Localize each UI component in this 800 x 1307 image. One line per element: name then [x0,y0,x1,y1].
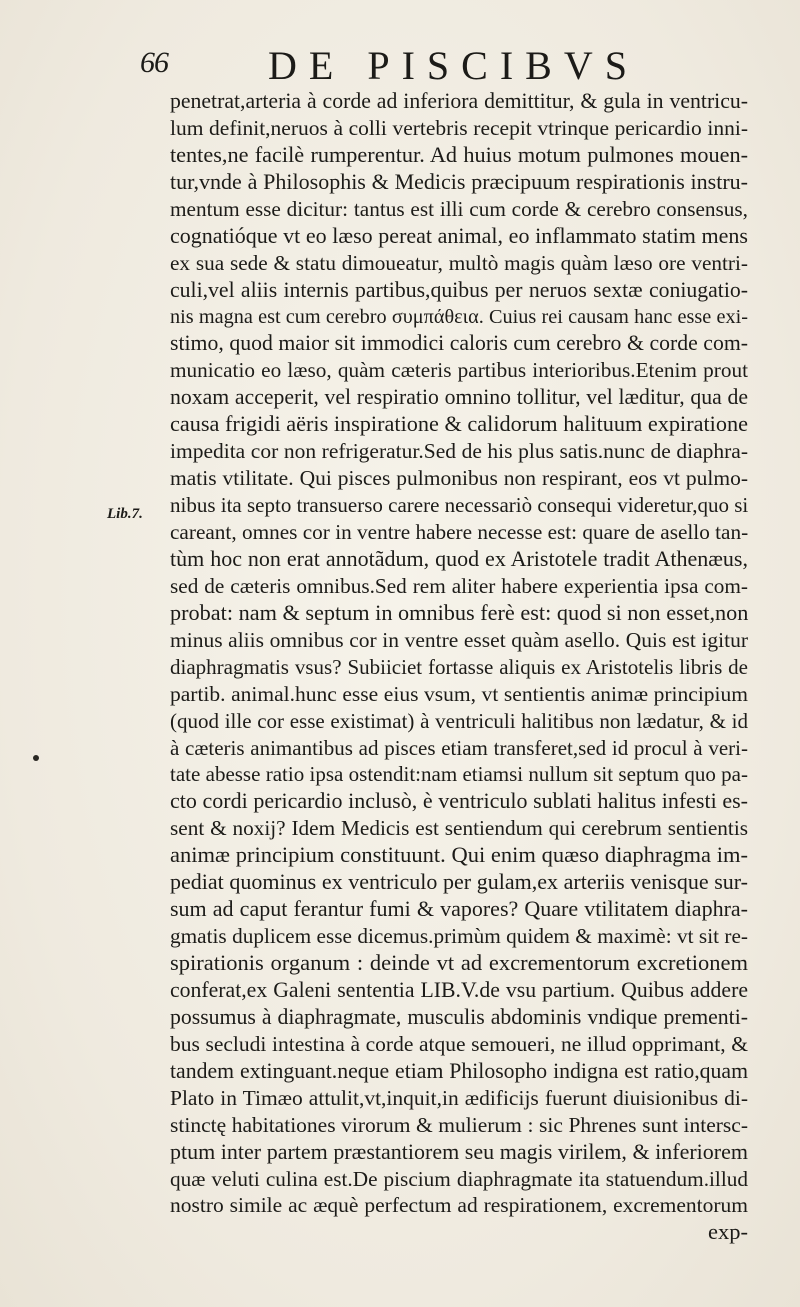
text-line: penetrat,arteria à corde ad inferiora demittitur, & gula in ventricu- [170,89,748,113]
text-line: nibus ita septo transuerso carere necessariò consequi videretur,quo si [170,493,749,518]
page-header [0,42,800,90]
text-line: Plato in Timæo attulit,vt,inquit,in ædificijs fuerunt diuisionibus di- [170,1085,748,1110]
ink-spot [33,755,39,761]
text-line: culi,vel aliis internis partibus,quibus per neruos sextæ coniugatio- [170,277,748,302]
text-line: tentes,ne facilè rumperentur. Ad huius motum pulmones mouen- [170,141,748,167]
text-line: tate abesse ratio ipsa ostendit:nam etiamsi nullum sit septum quo pa- [170,762,748,787]
text-line: pediat quominus ex ventriculo per gulam,ex arteriis venisque sur- [170,869,748,895]
running-title: DE PISCIBVS [268,43,639,88]
text-line: possumus à diaphragmate, musculis abdominis vndique prementi- [170,1004,748,1029]
text-line: ptum inter partem præstantiorem seu magis virilem, & inferiorem [170,1138,748,1164]
text-line: tur,vnde à Philosophis & Medicis præcipuum respirationis instru- [170,168,748,194]
text-line: partib. animal.hunc esse eius vsum, vt sentientis animæ principium [170,681,748,706]
text-line: noxam acceperit, vel respiratio omnino tollitur, vel læditur, qua de [170,385,748,410]
text-line: matis vtilitate. Qui pisces pulmonibus non respirant, eos vt pulmo- [170,466,748,491]
text-line: spirationis organum : deinde vt ad excrementorum excretionem [170,950,748,975]
text-line: impedita cor non refrigeratur.Sed de his plus satis.nunc de diaphra- [170,439,748,464]
text-line: ex sua sede & statu dimoueatur, multò magis quàm læso ore ventri- [170,250,748,275]
text-line: minus aliis omnibus cor in ventre esset quàm asello. Quis est igitur [170,627,748,652]
page-number: 66 [140,46,168,79]
text-line: nostro simile ac æquè perfectum ad respirationem, excrementorum [170,1193,748,1218]
text-line: stimo, quod maior sit immodici caloris cum cerebro & corde com- [170,331,748,356]
text-line: cognatióque vt eo læso pereat animal, eo inflammato statim mens [170,222,748,248]
text-line: tùm hoc non erat annotãdum, quod ex Aristotele tradit Athenæus, [170,545,748,571]
text-line: à cæteris animantibus ad pisces etiam transferet,sed id procul à veri- [170,735,748,760]
text-line: gmatis duplicem esse dicemus.primùm quidem & maximè: vt sit re- [170,924,748,949]
text-line: tandem extinguant.neque etiam Philosopho indigna est ratio,quam [170,1058,748,1083]
text-line: quæ veluti culina est.De piscium diaphragmate ita statuendum.illud [170,1166,748,1191]
margin-note: Lib.7. [107,506,143,522]
text-line: causa frigidi aëris inspiratione & calidorum halituum expiratione [170,411,748,437]
text-line: probat: nam & septum in omnibus ferè est: quod si non esset,non [170,599,749,625]
text-line: conferat,ex Galeni sententia LIB.V.de vsu partium. Quibus addere [170,977,748,1002]
text-line: animæ principium constituunt. Qui enim quæso diaphragma im- [170,842,748,868]
text-line: careant, omnes cor in ventre habere necesse est: quare de asello tan- [170,520,749,544]
text-line: nis magna est cum cerebro συμπάθεια. Cuius rei causam hanc esse exi- [170,305,748,328]
text-line: municatio eo læso, quàm cæteris partibus interioribus.Etenim prout [170,358,748,383]
text-line: cto cordi pericardio inclusò, è ventriculo sublati halitus infesti es- [170,788,748,814]
catchword: exp- [708,1219,748,1245]
text-line: lum definit,neruos à colli vertebris recepit vtrinque pericardio inni- [170,115,748,140]
text-line: bus secludi intestina à corde atque semoueri, ne illud opprimant, & [170,1031,748,1056]
text-line: (quod ille cor esse existimat) à ventriculi halitibus non lædatur, & id [170,708,748,733]
text-line: sum ad caput ferantur fumi & vapores? Quare vtilitatem diaphra- [170,896,748,922]
text-line: sed de cæteris omnibus.Sed rem aliter habere experientia ipsa com- [170,573,748,598]
text-line: sent & noxij? Idem Medicis est sentiendum qui cerebrum sentientis [170,816,748,841]
text-line: stinctę habitationes virorum & mulierum : sic Phrenes sunt intersc- [170,1112,748,1137]
text-line: mentum esse dicitur: tantus est illi cum corde & cerebro consensus, [170,196,748,221]
body-text [170,88,748,1246]
text-line: diaphragmatis vsus? Subiiciet fortasse aliquis ex Aristotelis libris de [170,654,748,679]
